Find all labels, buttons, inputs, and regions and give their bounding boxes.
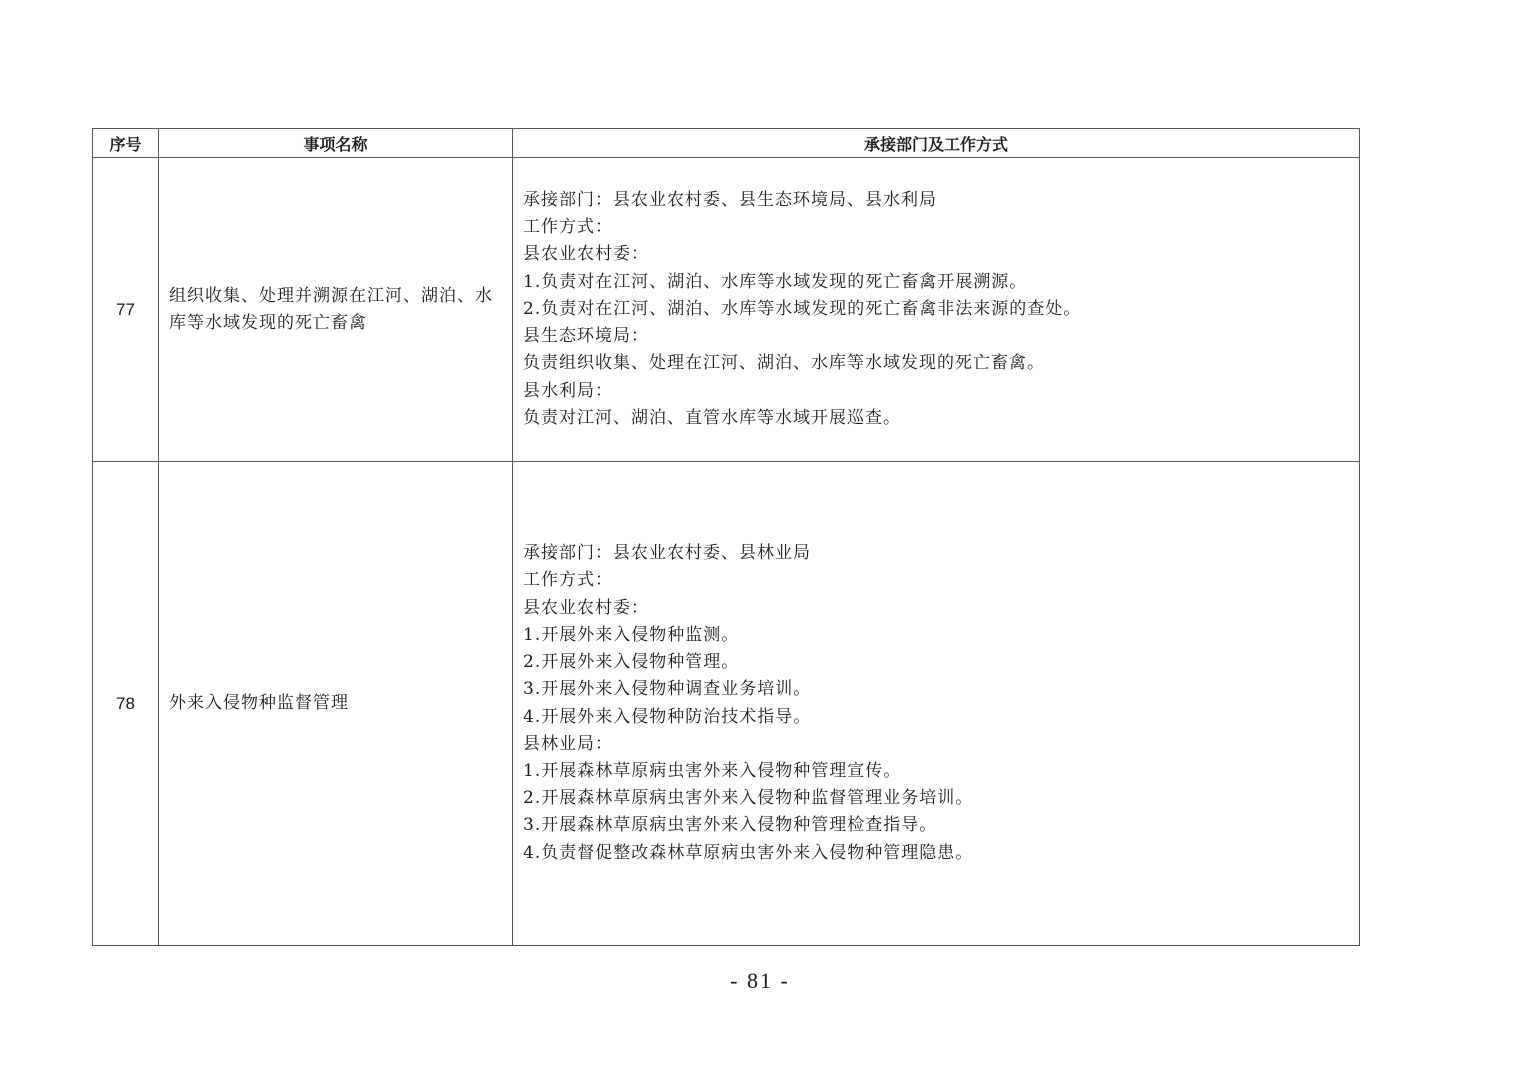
detail-line: 1.负责对在江河、湖泊、水库等水域发现的死亡畜禽开展溯源。 (523, 271, 1028, 292)
detail-line: 县农业农村委： (523, 597, 649, 618)
header-name: 事项名称 (159, 129, 513, 158)
detail-line: 1.开展森林草原病虫害外来入侵物种管理宣传。 (523, 760, 902, 781)
row-seq: 78 (93, 462, 159, 946)
detail-line: 工作方式： (523, 570, 613, 591)
detail-line: 承接部门：县农业农村委、县生态环境局、县水利局 (523, 190, 937, 211)
row-seq: 77 (93, 158, 159, 462)
detail-line: 县水利局： (523, 380, 613, 401)
detail-line: 4.负责督促整改森林草原病虫害外来入侵物种管理隐患。 (523, 842, 974, 863)
detail-line: 负责对江河、湖泊、直管水库等水域开展巡查。 (523, 407, 901, 428)
page-number: - 81 - (730, 968, 790, 993)
detail-line: 3.开展外来入侵物种调查业务培训。 (523, 679, 812, 700)
table-row (93, 462, 1360, 946)
detail-line: 县农业农村委： (523, 244, 649, 265)
row-detail (513, 462, 1360, 946)
detail-line: 县生态环境局： (523, 326, 649, 347)
table-header-row (93, 129, 1360, 158)
detail-line: 负责组织收集、处理在江河、湖泊、水库等水域发现的死亡畜禽。 (523, 353, 1045, 374)
detail-line: 1.开展外来入侵物种监测。 (523, 624, 740, 645)
detail-line: 2.负责对在江河、湖泊、水库等水域发现的死亡畜禽非法来源的查处。 (523, 298, 1082, 319)
detail-line: 承接部门：县农业农村委、县林业局 (523, 543, 811, 564)
detail-line: 2.开展森林草原病虫害外来入侵物种监督管理业务培训。 (523, 788, 974, 809)
row-item-name: 组织收集、处理并溯源在江河、湖泊、水库等水域发现的死亡畜禽 (159, 158, 513, 462)
table-row (93, 158, 1360, 462)
header-dept: 承接部门及工作方式 (513, 129, 1360, 158)
row-detail (513, 158, 1360, 462)
detail-line: 3.开展森林草原病虫害外来入侵物种管理检查指导。 (523, 815, 938, 836)
detail-line: 工作方式： (523, 217, 613, 238)
header-seq: 序号 (93, 129, 159, 158)
detail-line: 4.开展外来入侵物种防治技术指导。 (523, 706, 812, 727)
row-item-name: 外来入侵物种监督管理 (159, 462, 513, 946)
detail-line: 2.开展外来入侵物种管理。 (523, 652, 740, 673)
items-table (92, 128, 1360, 946)
detail-line: 县林业局： (523, 733, 613, 754)
